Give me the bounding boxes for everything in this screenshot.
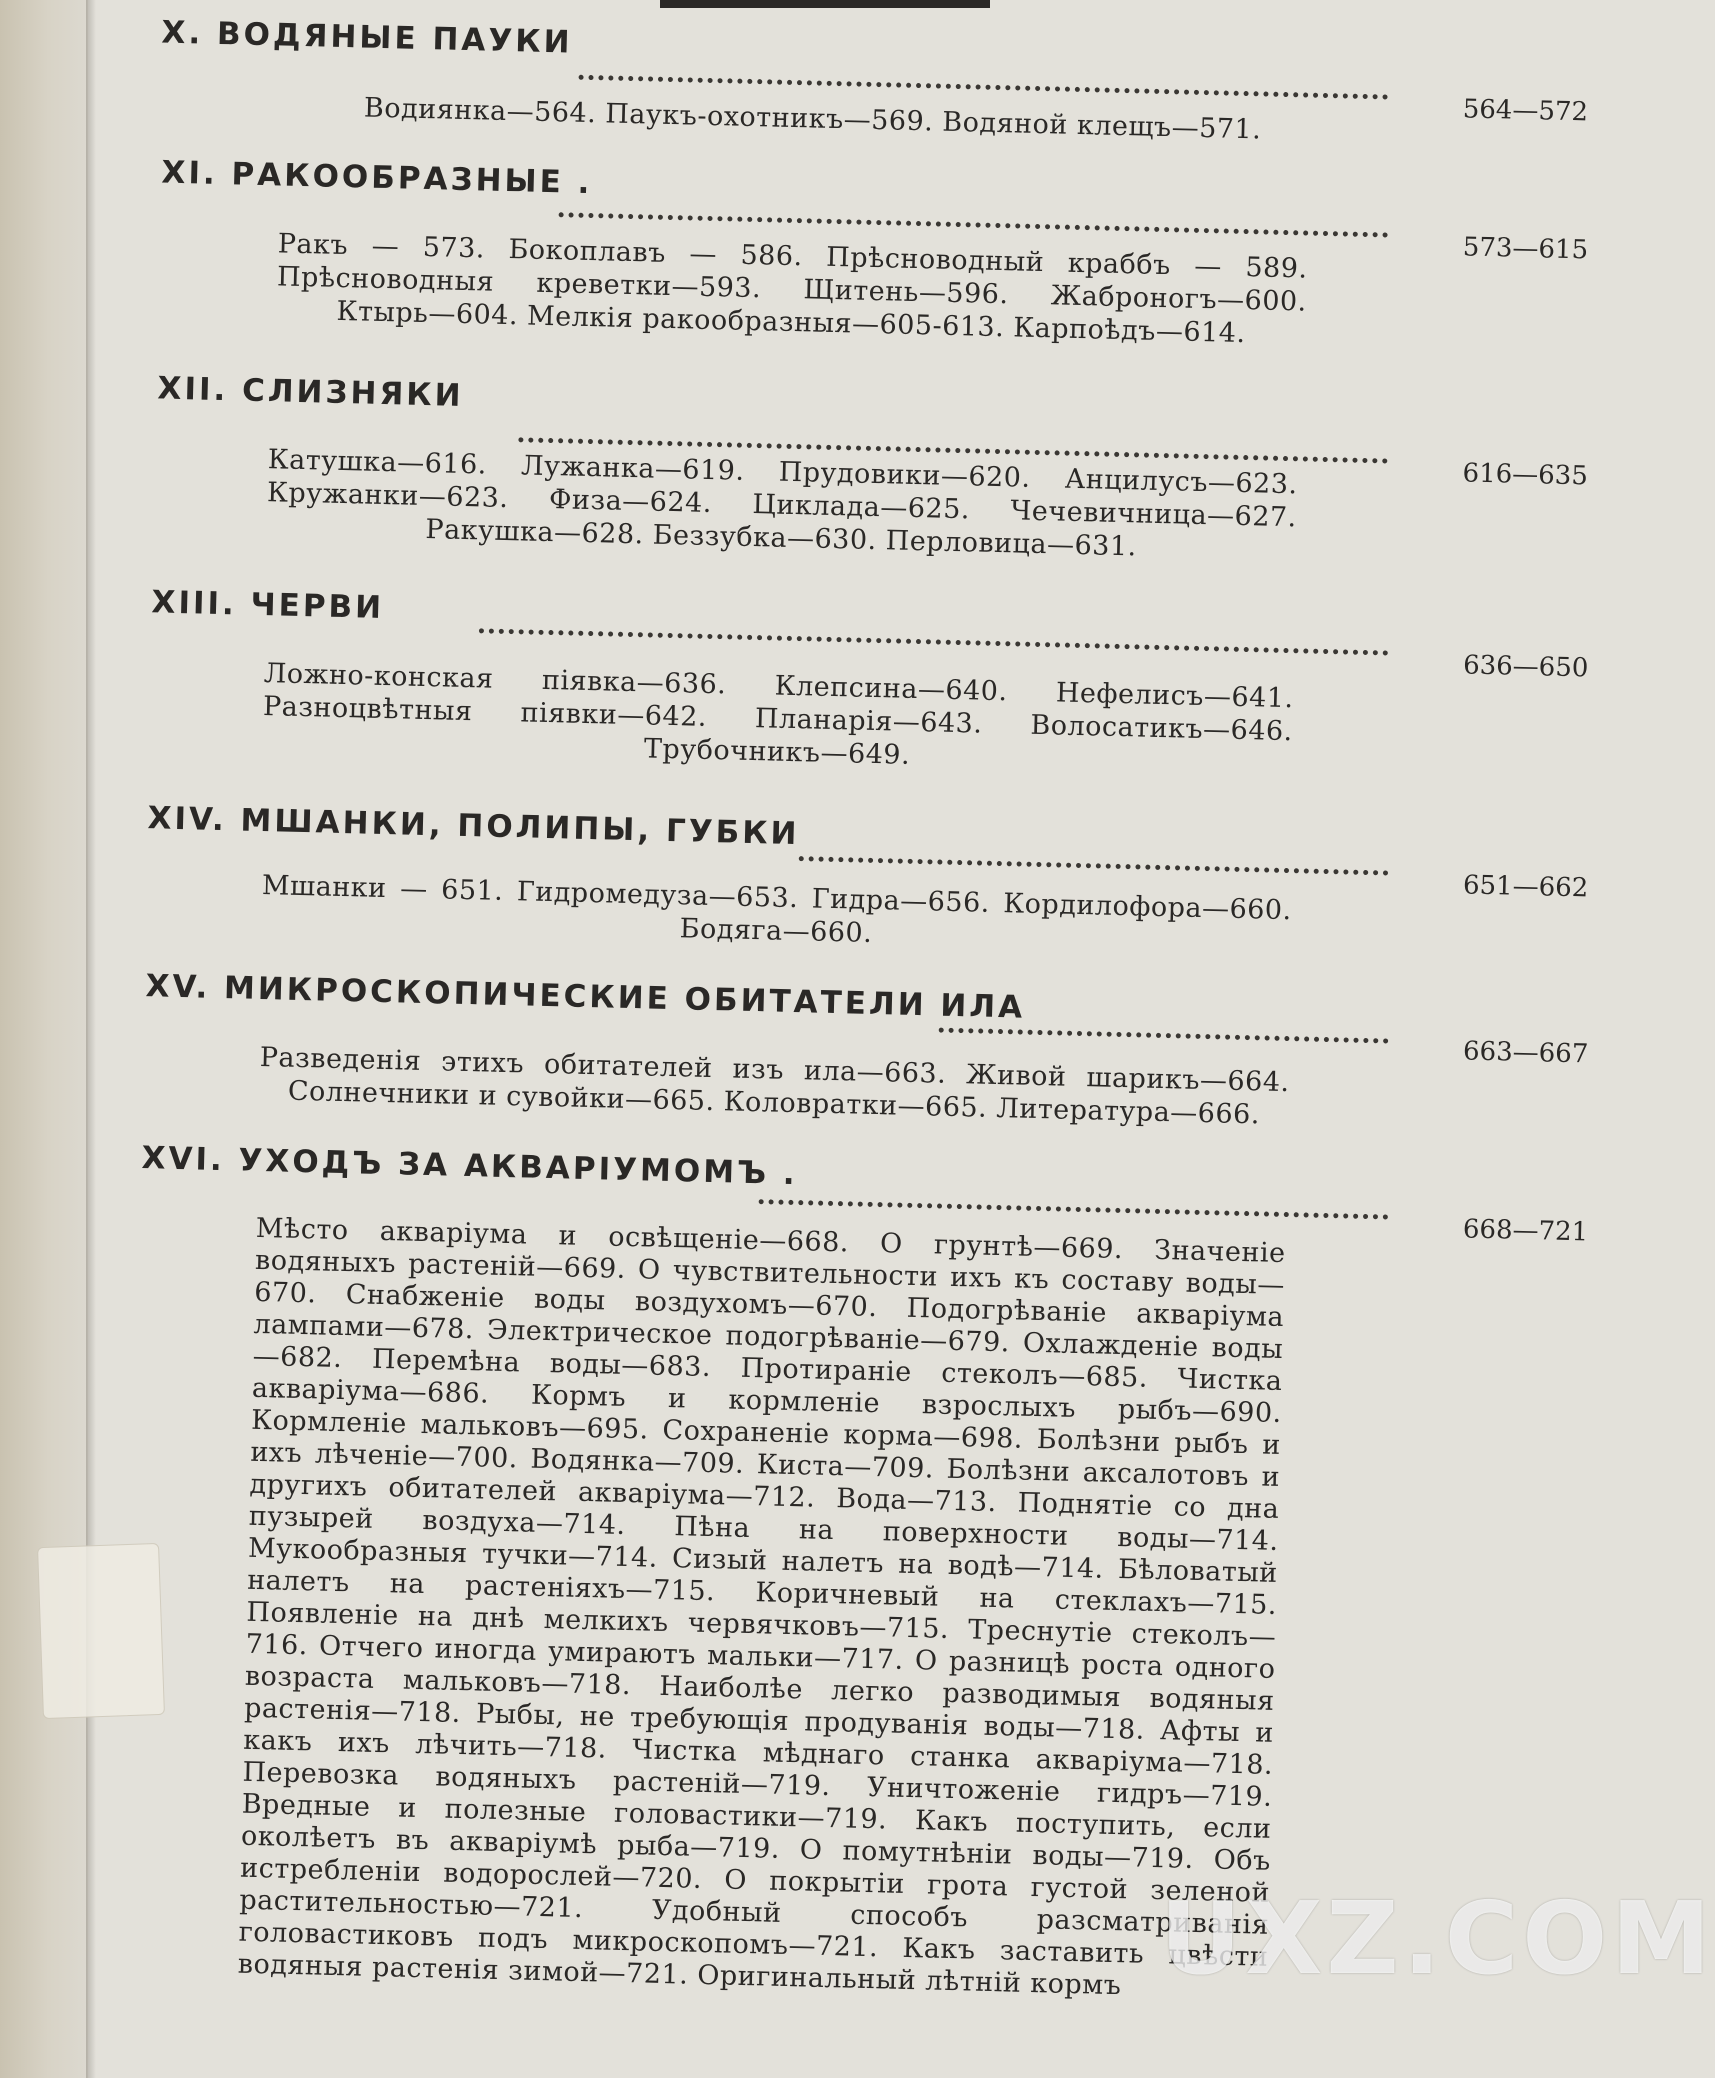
page-range: 668—721 <box>1462 1214 1589 1248</box>
section-heading: X. ВОДЯНЫЕ ПАУКИ <box>161 14 573 61</box>
dot-leader <box>559 212 1389 237</box>
section-heading: XI. РАКООБРАЗНЫЕ . <box>161 154 593 202</box>
section-heading: XVI. УХОДЪ ЗА АКВАРІУМОМЪ . <box>141 1140 799 1193</box>
section-entries: Водиянка—564. Паукъ-охотникъ—569. Водяной клещъ—571. <box>363 92 1262 146</box>
dot-leader <box>579 75 1389 100</box>
dot-leader <box>799 856 1389 875</box>
section-entries: Ракъ — 573. Бокоплавъ — 586. Прѣсноводный краббъ — 589. Прѣсноводныя креветки—593. Щитень—596. Жаброногъ—600. Ктырь—604. Мелкія ракообразныя—605-613. Карпоѣдъ—614. <box>276 228 1308 350</box>
contents-section-12 <box>140 370 1590 563</box>
watermark: UXZ.COM <box>1160 1880 1715 1997</box>
spine-shadow <box>86 0 96 2078</box>
section-heading: XIV. МШАНКИ, ПОЛИПЫ, ГУБКИ <box>147 800 800 853</box>
book-binding <box>0 0 88 2078</box>
page-range: 564—572 <box>1462 94 1589 128</box>
section-entries: Ложно-конская піявка—636. Клепсина—640. Нефелисъ—641. Разноцвѣтныя піявки—642. Планарія—643. Волосатикъ—646. Трубочникъ—649. <box>262 658 1294 771</box>
dot-leader <box>759 1199 1389 1219</box>
contents-section-13 <box>140 584 1590 771</box>
section-entries: Мшанки — 651. Гидромедуза—653. Гидра—656. Кордилофора—660. Бодяга—660. <box>261 870 1293 949</box>
contents-section-10 <box>140 14 1590 146</box>
section-entries: Разведенія этихъ обитателей изъ ила—663. Живой шарикъ—664. Солнечники и сувойки—665. Коловратки—665. Литература—666. <box>259 1041 1290 1131</box>
contents-page <box>140 0 1590 2078</box>
dot-leader <box>479 628 1389 655</box>
section-heading: XIII. ЧЕРВИ <box>151 584 385 626</box>
section-heading: XII. СЛИЗНЯКИ <box>157 370 465 414</box>
section-heading: XV. МИКРОСКОПИЧЕСКИЕ ОБИТАТЕЛИ ИЛА <box>145 968 1026 1026</box>
contents-section-15 <box>140 968 1590 1131</box>
contents-section-14 <box>140 800 1590 949</box>
section-entries: Катушка—616. Лужанка—619. Прудовики—620. Анцилусъ—623. Кружанки—623. Физа—624. Циклада—625. Чечевичница—627. Ракушка—628. Беззубка—630. Перловица—631. <box>266 444 1298 563</box>
page-range: 616—635 <box>1462 458 1589 492</box>
section-entries: Мѣсто акваріума и освѣщеніе—668. О грунтѣ—669. Значеніе водяныхъ растеній—669. О чувствительности ихъ къ составу воды—670. Снабженіе воды воздухомъ—670. Подогрѣваніе акваріума лампами—678. Электрическое подогрѣваніе—679. Охлажденіе воды—682. Перемѣна воды—683. Протираніе стеколъ—685. Чистка акваріума—686. Кормъ и кормленіе взрослыхъ рыбъ—690. Кормленіе мальковъ—695. Сохраненіе корма—698. Болѣзни рыбъ и ихъ лѣченіе—700. Водянка—709. Киста—709. Болѣзни аксалотовъ и другихъ обитателей акваріума—712. Вода—713. Поднятіе со дна пузырей воздуха—714. Пѣна на поверхности воды—714. Мукообразныя тучки—714. Сизый налетъ на водѣ—714. Бѣловатый налетъ на растеніяхъ—715. Коричневый на стеклахъ—715. Появленіе на днѣ мелкихъ червячковъ—715. Треснутіе стеколъ—716. Отчего иногда умираютъ мальки—717. О разницѣ роста одного возраста мальковъ—718. Наиболѣе легко разводимыя водяныя растенія—718. Рыбы, не требующія продуванія воды—718. Афты и какъ ихъ лѣчить—718. Чистка мѣднаго станка акваріума—718. Перевозка водяныхъ растеній—719. Уничтоженіе гидръ—719. Вредные и полезные головастики—719. Какъ поступить, если околѣетъ въ акваріумѣ рыба—719. О помутнѣніи воды—719. Объ истребленіи водорослей—720. О покрытіи грота густой зеленой растительностью—721. Удобный способъ разсматриванія головастиковъ подъ микроскопомъ—721. Какъ заставить цвѣсти водяныя растенія зимой—721. Оригинальный лѣтній кормъ <box>237 1212 1286 2002</box>
page-range: 663—667 <box>1462 1036 1589 1070</box>
page-range: 636—650 <box>1462 650 1589 684</box>
page-range: 651—662 <box>1462 870 1589 904</box>
dot-leader <box>939 1028 1389 1044</box>
page-range: 573—615 <box>1462 232 1589 266</box>
contents-section-11 <box>140 154 1590 350</box>
